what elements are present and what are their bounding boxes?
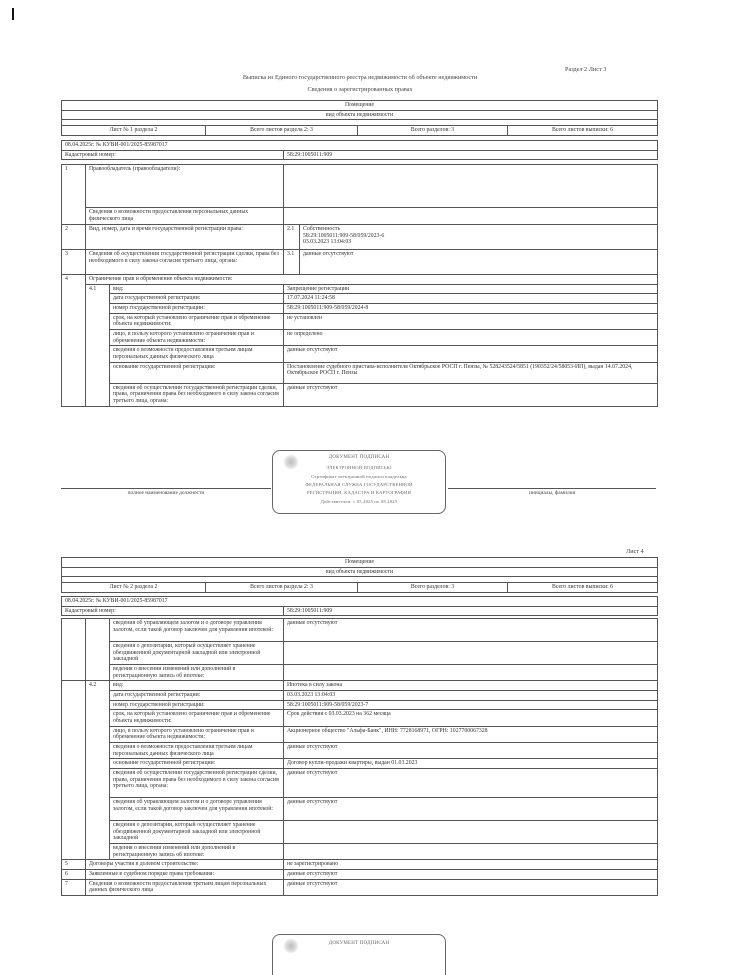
scan-edge-mark: [12, 8, 14, 20]
enc2-value: данные отсутствуют: [284, 768, 658, 797]
holder-value: [284, 165, 658, 208]
enc1-subnum: 4.1: [86, 284, 110, 406]
enc2-value: 58:29:1005011:909-58/059/2023-7: [284, 700, 658, 710]
enc1-value: данные отсутствуют: [284, 346, 658, 362]
enc1-key: дата государственной регистрации:: [110, 294, 284, 304]
enc2-value: [284, 820, 658, 843]
enc2-value: 03.03.2023 13:04:03: [284, 690, 658, 700]
cadastral-label: Кадастровый номер:: [62, 606, 284, 616]
enc1-key: основание государственной регистрации:: [110, 362, 284, 383]
enc2-key: сведения о депозитарии, который осуществляет хранение обездвиженной документарной закладной или электронной закладной: [110, 820, 284, 843]
enc2-value: Ипотека в силу закона: [284, 681, 658, 691]
row2-num: 2: [62, 225, 86, 250]
row6-num: 6: [62, 869, 86, 879]
row3-num: 3: [62, 250, 86, 275]
cont-value: данные отсутствуют: [284, 619, 658, 642]
enc1-value: Запрещение регистрации: [284, 284, 658, 294]
page1-rights-table: [61, 164, 658, 407]
enc2-key: вид:: [110, 681, 284, 691]
row1-num: 1: [62, 165, 86, 225]
page1-meta-table: [61, 140, 658, 160]
page2-header-table: [61, 557, 658, 593]
object-type: Помещение: [62, 101, 658, 111]
object-type: Помещение: [62, 558, 658, 568]
row4-cont2-num: [62, 681, 86, 860]
enc2-value: [284, 843, 658, 859]
enc1-value: не определено: [284, 329, 658, 345]
enc1-value: не установлен: [284, 313, 658, 329]
enc2-key: ведения о внесении изменений или дополнений в регистрационную запись об ипотеке:: [110, 843, 284, 859]
enc1-value: 17.07.2024 11:24:58: [284, 294, 658, 304]
row5-label: Договоры участия в долевом строительстве:: [86, 860, 284, 870]
row4-cont-num: [62, 619, 86, 681]
extract-sheets-total: Всего листов выписки: 6: [508, 126, 658, 136]
page2-meta-table: [61, 596, 658, 616]
cont-key: ведения о внесении изменений или дополнений в регистрационную запись об ипотеке:: [110, 665, 284, 681]
section-sheet-label: Раздел 2 Лист 3: [565, 66, 607, 73]
enc2-key: срок, на который установлено ограничение прав и обременение объекта недвижимости:: [110, 710, 284, 726]
holder-pd-note: Сведения о возможности предоставления персональных данных физического лица: [86, 208, 284, 225]
sections-total: Всего разделов: 3: [358, 583, 508, 593]
row7-value: данные отсутствуют: [284, 879, 658, 895]
holder-label: Правообладатель (правообладатели):: [86, 165, 284, 208]
object-type-caption: вид объекта недвижимости: [62, 110, 658, 120]
enc1-cont-subnum: [86, 619, 110, 681]
cont-value: [284, 642, 658, 665]
date-number: 08.04.2025г. № КУВИ-001/2025-85987017: [62, 141, 658, 151]
stamp-line: РЕГИСТРАЦИИ, КАДАСТРА И КАРТОГРАФИИ: [306, 490, 412, 495]
enc2-key: сведения об управляющем залогом и о договоре управления залогом, если такой договор заключен для управления ипотекой:: [110, 797, 284, 820]
date-number: 08.04.2025г. № КУВИ-001/2025-85987017: [62, 597, 658, 607]
right-value: [300, 225, 658, 250]
cont-key: сведения об управляющем залогом и о договоре управления залогом, если такой договор заключен для управления ипотекой:: [110, 619, 284, 642]
row5-value: не зарегистрировано: [284, 860, 658, 870]
cadastral-label: Кадастровый номер:: [62, 150, 284, 160]
stamp-line: ЭЛЕКТРОННОЙ ПОДПИСЬЮ: [326, 465, 392, 470]
enc2-value: Договор купли-продажи квартиры, выдан 01.03.2023: [284, 759, 658, 769]
extract-title: Выписка из Единого государственного реестра недвижимости об объекте недвижимости: [242, 74, 478, 81]
encumbrance-label: Ограничение прав и обременение объекта недвижимости:: [86, 275, 658, 285]
electronic-signature-stamp: [272, 450, 446, 514]
cadastral-value: 58:29:1005011:909: [284, 606, 658, 616]
cont-key: сведения о депозитарии, который осуществляет хранение обездвиженной документарной закладной или электронной закладной: [110, 642, 284, 665]
stamp-line: Действителен: с 05.2025 по 08.2025: [320, 499, 398, 504]
extract-subtitle: Сведения о зарегистрированных правах: [307, 86, 413, 93]
enc2-value: Срок действия с 03.03.2023 на 362 месяца: [284, 710, 658, 726]
sheet-label: Лист 4: [626, 548, 644, 555]
row6-label: Заявленные в судебном порядке права требования:: [86, 869, 284, 879]
row7-num: 7: [62, 879, 86, 895]
enc1-key: вид:: [110, 284, 284, 294]
enc1-value: 58:29:1005011:909-58/059/2024-8: [284, 303, 658, 313]
position-signature-line: [61, 488, 271, 489]
enc2-subnum: 4.2: [86, 681, 110, 860]
enc1-key: сведения о возможности предоставления третьим лицам персональных данных физического лица: [110, 346, 284, 362]
name-signature-line: [448, 488, 656, 489]
enc1-key: номер государственной регистрации:: [110, 303, 284, 313]
right-reg-number: 58:29:1005011:909-58/059/2023-6: [303, 232, 385, 239]
holder-pd-value: [284, 208, 658, 225]
enc2-value: Акционерное общество "Альфа-Банк", ИНН: 7728168971, ОГРН: 1027700067328: [284, 726, 658, 742]
enc2-key: лицо, в пользу которого установлено ограничение прав и обременение объекта недвижимости:: [110, 726, 284, 742]
enc1-key: сведения об осуществлении государственной регистрации сделки, права, ограничения права без необходимого в силу закона согласия третьего лица, органа:: [110, 383, 284, 406]
section-sheets-total: Всего листов раздела 2: 3: [206, 126, 358, 136]
electronic-signature-stamp-partial: [272, 934, 446, 975]
sheet-number: Лист № 1 раздела 2: [62, 126, 206, 136]
enc2-key: дата государственной регистрации:: [110, 690, 284, 700]
right-kind: Собственность: [303, 226, 341, 232]
enc2-key: основание государственной регистрации:: [110, 759, 284, 769]
row4-num: 4: [62, 275, 86, 407]
stamp-line: Сертификат электронной подписи владельца: [311, 474, 407, 479]
enc2-value: данные отсутствуют: [284, 742, 658, 758]
cadastral-value: 58:29:1005011:909: [284, 150, 658, 160]
stamp-line: ДОКУМЕНТ ПОДПИСАН: [328, 941, 390, 946]
row6-value: данные отсутствуют: [284, 869, 658, 879]
sections-total: Всего разделов: 3: [358, 126, 508, 136]
enc1-value: Постановление судебного пристава-исполнителя Октябрьское РОСП г. Пензы, № 528243524/5851 (190352/24/58053-ИП), выдан 14.07.2024, Октябрьское РОСП г. Пензы: [284, 362, 658, 383]
position-caption: полное наименование должности: [127, 490, 205, 496]
stamp-line: ДОКУМЕНТ ПОДПИСАН: [328, 455, 390, 460]
sheet-number: Лист № 2 раздела 2: [62, 583, 206, 593]
deal-value: данные отсутствуют: [300, 250, 658, 275]
enc2-key: сведения о возможности предоставления третьим лицам персональных данных физического лица: [110, 742, 284, 758]
cont-value: [284, 665, 658, 681]
enc2-key: сведения об осуществлении государственной регистрации сделки, права, ограничения права без необходимого в силу закона согласия третьего лица, органа:: [110, 768, 284, 797]
page1-header-table: [61, 100, 658, 136]
extract-sheets-total: Всего листов выписки: 6: [508, 583, 658, 593]
right-reg-date: 03.03.2023 13:04:03: [303, 239, 352, 246]
right-subnum: 2.1: [284, 225, 300, 250]
enc1-key: лицо, в пользу которого установлено ограничение прав и обременение объекта недвижимости:: [110, 329, 284, 345]
enc2-key: номер государственной регистрации:: [110, 700, 284, 710]
page2-rights-table: [61, 618, 658, 896]
enc1-value: данные отсутствуют: [284, 383, 658, 406]
name-caption: инициалы, фамилия: [528, 490, 576, 496]
enc1-key: срок, на который установлено ограничение прав и обременение объекта недвижимости:: [110, 313, 284, 329]
stamp-line: ФЕДЕРАЛЬНАЯ СЛУЖБА ГОСУДАРСТВЕННОЙ: [305, 482, 413, 487]
deal-label: Сведения об осуществлении государственной регистрации сделки, права без необходимого в силу закона согласия третьего лица, органа:: [86, 250, 284, 275]
object-type-caption: вид объекта недвижимости: [62, 567, 658, 577]
deal-subnum: 3.1: [284, 250, 300, 275]
row7-label: Сведения о возможности предоставления третьим лицам персональных данных физического лица: [86, 879, 284, 895]
enc2-value: данные отсутствуют: [284, 797, 658, 820]
section-sheets-total: Всего листов раздела 2: 3: [206, 583, 358, 593]
row5-num: 5: [62, 860, 86, 870]
right-label: Вид, номер, дата и время государственной регистрации права:: [86, 225, 284, 250]
